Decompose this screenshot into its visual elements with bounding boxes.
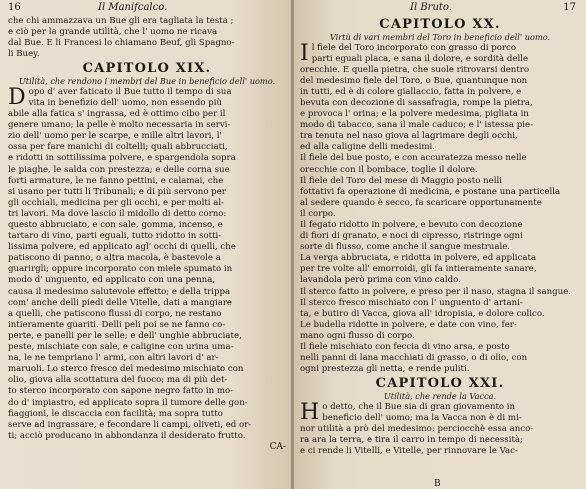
catchword: CA- bbox=[269, 441, 286, 452]
text-line: opo d' aver faticato il Bue tutto il tempo di sua bbox=[28, 86, 232, 97]
text-line: ossa per fare manichi di coltelli; quali abbrucciati, bbox=[8, 142, 228, 153]
chapter-subtitle: Virtù di vari membri del Toro in beneficio dell' uomo. bbox=[329, 32, 551, 42]
text-line: guarirgli; oppure incorporato con miele spumato in bbox=[8, 264, 233, 275]
text-line: fottativi fa operazione di medicina, e postane una particella bbox=[300, 186, 561, 197]
text-line: tri lavori. Ma dove lascio il midollo di detto corno: bbox=[8, 208, 227, 219]
text-line: Il fiele mischiato con feccia di vino arsa, e posto bbox=[300, 342, 510, 353]
chapter-body bbox=[8, 84, 286, 452]
text-line: li Buey. bbox=[8, 49, 40, 60]
text-line: olio, giova alla scottatura del fuoco; ma di più det- bbox=[8, 375, 228, 386]
text-line: tartaro di vino, parti eguali, tutto ridotto in sotti- bbox=[8, 231, 222, 242]
text-line: dal Bue. E li Francesi lo chiamano Beuf, gli Spagno- bbox=[8, 38, 235, 49]
text-line: le piaghe, le salda con prestezza; e delle corna sue bbox=[8, 164, 230, 175]
text-line: parti eguali placa, e sana il dolore, e sordità delle bbox=[311, 53, 529, 64]
text-line: di fiori di granato, e noci di cipresso, ristringe ogni bbox=[300, 231, 523, 242]
text-line: Le budella ridotte in polvere, e date con vino, fer- bbox=[300, 319, 517, 330]
text-line: nelli panni di lana macchiati di grasso, o di olio, con bbox=[300, 353, 528, 364]
chapter-body bbox=[300, 399, 580, 457]
text-line: e provoca l' orina; e la polvere medesima, pigliata in bbox=[300, 109, 529, 120]
text-line: al sedere quando è secco, fa scaricare opportunamente bbox=[300, 197, 542, 208]
left-page-header bbox=[8, 2, 286, 16]
text-line: Il sterco fresco mischiato con l' unguento d' artani- bbox=[300, 297, 523, 308]
text-line: lissima polvere, ed applicato agl' occhi di quelli, che bbox=[8, 242, 236, 253]
text-line: peste, mischiate con sale, e caligine con urina uma- bbox=[8, 342, 234, 353]
text-line: per tre volte all' emorroidi, gli fa intieramente sanare, bbox=[300, 264, 537, 275]
text-line: Il fiele del Toro del mese di Maggio posto nelli bbox=[300, 175, 502, 186]
text-line: intieramente guariti. Delli peli poi se ne fanno co- bbox=[8, 319, 226, 330]
text-line: na, le ne tempriano l' armi, con altri lavori d' ar- bbox=[8, 353, 219, 364]
text-line: do d' impiastro, ed applicato sopra il tumore delle gon- bbox=[8, 397, 248, 408]
page-number: 16 bbox=[8, 2, 21, 13]
text-line: ti; acciò producano in abbondanza il desiderato frutto. bbox=[8, 430, 246, 441]
drop-cap: D bbox=[8, 84, 26, 110]
right-page bbox=[294, 0, 586, 489]
text-line: lavandola però prima con vino caldo. bbox=[300, 275, 461, 286]
signature-mark: B bbox=[434, 479, 441, 489]
text-line: e ci rende li Vitelli, e Vitelle, per rinnovare le Vac- bbox=[300, 446, 518, 457]
text-line: com' anche delli piedi delle Vitelle, dati a mangiare bbox=[8, 297, 233, 308]
text-line: nor utilità a prò del medesimo: perciocchè essa anco- bbox=[300, 424, 534, 434]
text-line: tra tenuta nel naso giova al lagrimare degli occhi, bbox=[300, 131, 518, 142]
text-line: abile alla fatica s' ingrassa, ed è ottimo cibo per il bbox=[8, 109, 226, 120]
text-line: il corpo. bbox=[300, 208, 336, 219]
chapter-title: CAPITOLO XXI. bbox=[375, 376, 505, 392]
page-number: 17 bbox=[563, 2, 576, 13]
text-line: Il sterco fatto in polvere, e preso per il naso, stagna il sangue. bbox=[300, 286, 572, 297]
text-line: orecchie con il bombace, toglie il dolore. bbox=[300, 164, 478, 175]
text-line: forti armature, le ne fanno pettini, e calamai, che bbox=[8, 175, 224, 186]
text-line: mano ogni flusso di corpo. bbox=[300, 330, 415, 341]
text-line: gli occhiali, medicina per gli occhi, e per molti al- bbox=[8, 197, 225, 208]
text-line: causa il medesimo salutevole effetto; e della trippa bbox=[8, 286, 231, 297]
text-line: modo di tabacco, sana il male caduco; e l' istessa pie- bbox=[300, 120, 534, 131]
text-line: questo abbruciato, e con sale, gomma, incenso, e bbox=[8, 220, 223, 230]
text-line: vita in benefizio dell' uomo, non essendo più bbox=[28, 97, 223, 108]
chapter-title: CAPITOLO XIX. bbox=[82, 61, 212, 77]
text-line: o detto, che il Bue sia di gran giovamento in bbox=[322, 401, 516, 412]
drop-cap: H bbox=[300, 399, 320, 425]
text-line: in tutti, ed è di colore giallaccio, fatta in polvere, e bbox=[300, 86, 522, 97]
text-line: zio dell' uomo per le scarpe, e mille altri lavori, l' bbox=[8, 131, 222, 142]
text-line: genere umano; la pelle è molto necessaria in servi- bbox=[8, 120, 231, 131]
running-head: Il Bruto. bbox=[410, 2, 452, 13]
left-page bbox=[0, 0, 292, 489]
intro-text bbox=[8, 16, 286, 60]
text-line: ed alla caligine delli medesimi. bbox=[300, 142, 436, 153]
text-line: sorte di flusso, come anche il sangue mestruale. bbox=[300, 242, 511, 253]
text-line: e ciò per la grande utilità, che l' uomo ne ricava bbox=[8, 27, 218, 38]
text-line: bevuta con decozione di sassafragia, rompe la pietra, bbox=[300, 97, 533, 108]
chapter-body bbox=[300, 40, 580, 376]
text-line: ta, e butiro di Vacca, giova all' idropisia, e dolore colico. bbox=[300, 308, 545, 319]
text-line: l fiele del Toro incorporato con grasso di porco bbox=[311, 42, 516, 53]
text-line: Il fegato ridotto in polvere, e bevuto con decozione bbox=[300, 220, 523, 230]
text-line: del medesimo fiele del Toro, o Bue, quantunque non bbox=[300, 75, 528, 86]
text-line: patiscono di panno, o altra macola, è bastevole a bbox=[8, 253, 221, 264]
chapter-subtitle: Utilità, che rendono i membri del Bue in beneficio dell' uomo. bbox=[18, 76, 276, 87]
text-line: La verga abbruciata, e ridotta in polvere, ed applicata bbox=[300, 253, 537, 264]
text-line: fiaggioni, le discaccia con facilità; ma sopra tutto bbox=[8, 408, 223, 419]
text-line: ogni prestezza gli netta, e rende puliti. bbox=[300, 364, 470, 375]
text-line: che chi ammazzava un Bue gli era tagliata la testa ; bbox=[8, 16, 234, 26]
chapter-subtitle: Utilità, che rende la Vacca. bbox=[383, 391, 497, 402]
text-line: Il fiele del bue posto, e con accuratezza messo nelle bbox=[300, 153, 527, 164]
drop-cap: I bbox=[300, 40, 309, 66]
text-line: modo d' unguento, ed applicato con una penna, bbox=[8, 275, 216, 286]
text-line: maruoli. Lo sterco fresco del medesimo mischiato con bbox=[8, 364, 244, 375]
text-line: orecchie. E quella pietra, che suole ritrovarsi dentro bbox=[300, 64, 530, 75]
text-line: serve ad ingrassare, e fecondare li campi, oliveti, ed or- bbox=[8, 419, 252, 430]
text-line: e ridotti in sottilissima polvere, e spargendola sopra bbox=[8, 153, 236, 164]
chapter-title: CAPITOLO XX. bbox=[379, 17, 501, 32]
right-page-header bbox=[300, 2, 580, 16]
text-line: perte, e panelli per le selle; e dell' unghie abbruciate, bbox=[8, 330, 242, 341]
text-line: beneficio dell' uomo; ma la Vacca non è di mi- bbox=[322, 412, 522, 423]
text-line: a quelli, che patiscono flussi di corpo, ne restano bbox=[8, 308, 222, 319]
text-line: ra ara la terra, e tira il carro in tempo di necessità; bbox=[300, 435, 523, 446]
running-head: Il Manifcalco. bbox=[98, 2, 168, 13]
text-line: to sterco incorporato con sapone negro fatto in mo- bbox=[8, 386, 234, 397]
text-line: si usano per tutti li Tribunali; e di più servono per bbox=[8, 186, 226, 197]
